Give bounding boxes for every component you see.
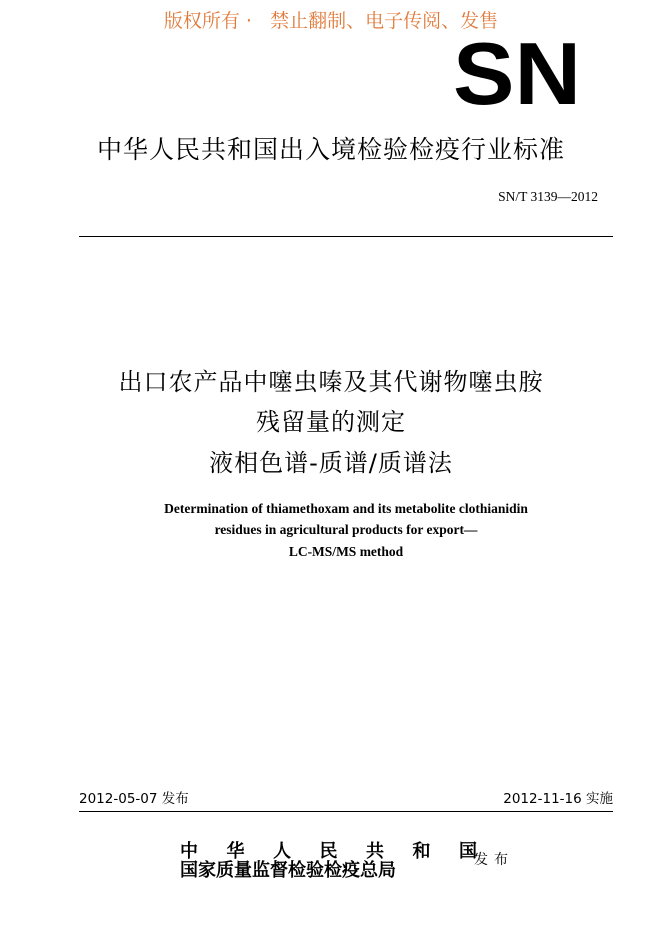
title-en-line3: LC-MS/MS method [288, 544, 404, 559]
title-cn-line3: 液相色谱-质谱/质谱法 [209, 449, 453, 477]
header-divider [79, 236, 613, 237]
standard-category: 中华人民共和国出入境检验检疫行业标准 [96, 135, 565, 164]
svg-text:SN: SN [453, 38, 581, 110]
implement-date: 2012-11-16 实施 [503, 791, 613, 807]
issuer-line2: 国家质量监督检验检疫总局 [180, 860, 396, 880]
publish-label: 发布 [474, 852, 514, 868]
issue-date: 2012-05-07 发布 [79, 791, 189, 807]
issuer-line1: 中 华 人 民 共 和 国 [180, 841, 489, 861]
title-cn-line1: 出口农产品中噻虫嗪及其代谢物噻虫胺 [118, 368, 544, 396]
footer-divider [79, 811, 613, 812]
standard-code: SN/T 3139—2012 [498, 189, 598, 204]
title-cn-line2: 残留量的测定 [256, 408, 406, 436]
title-en-line2: residues in agricultural products for export— [214, 522, 478, 537]
copyright-notice: 版权所有 · 禁止翻制、电子传阅、发售 [163, 10, 499, 32]
sn-logo [452, 38, 582, 110]
title-en-line1: Determination of thiamethoxam and its metabolite clothianidin [164, 501, 528, 516]
